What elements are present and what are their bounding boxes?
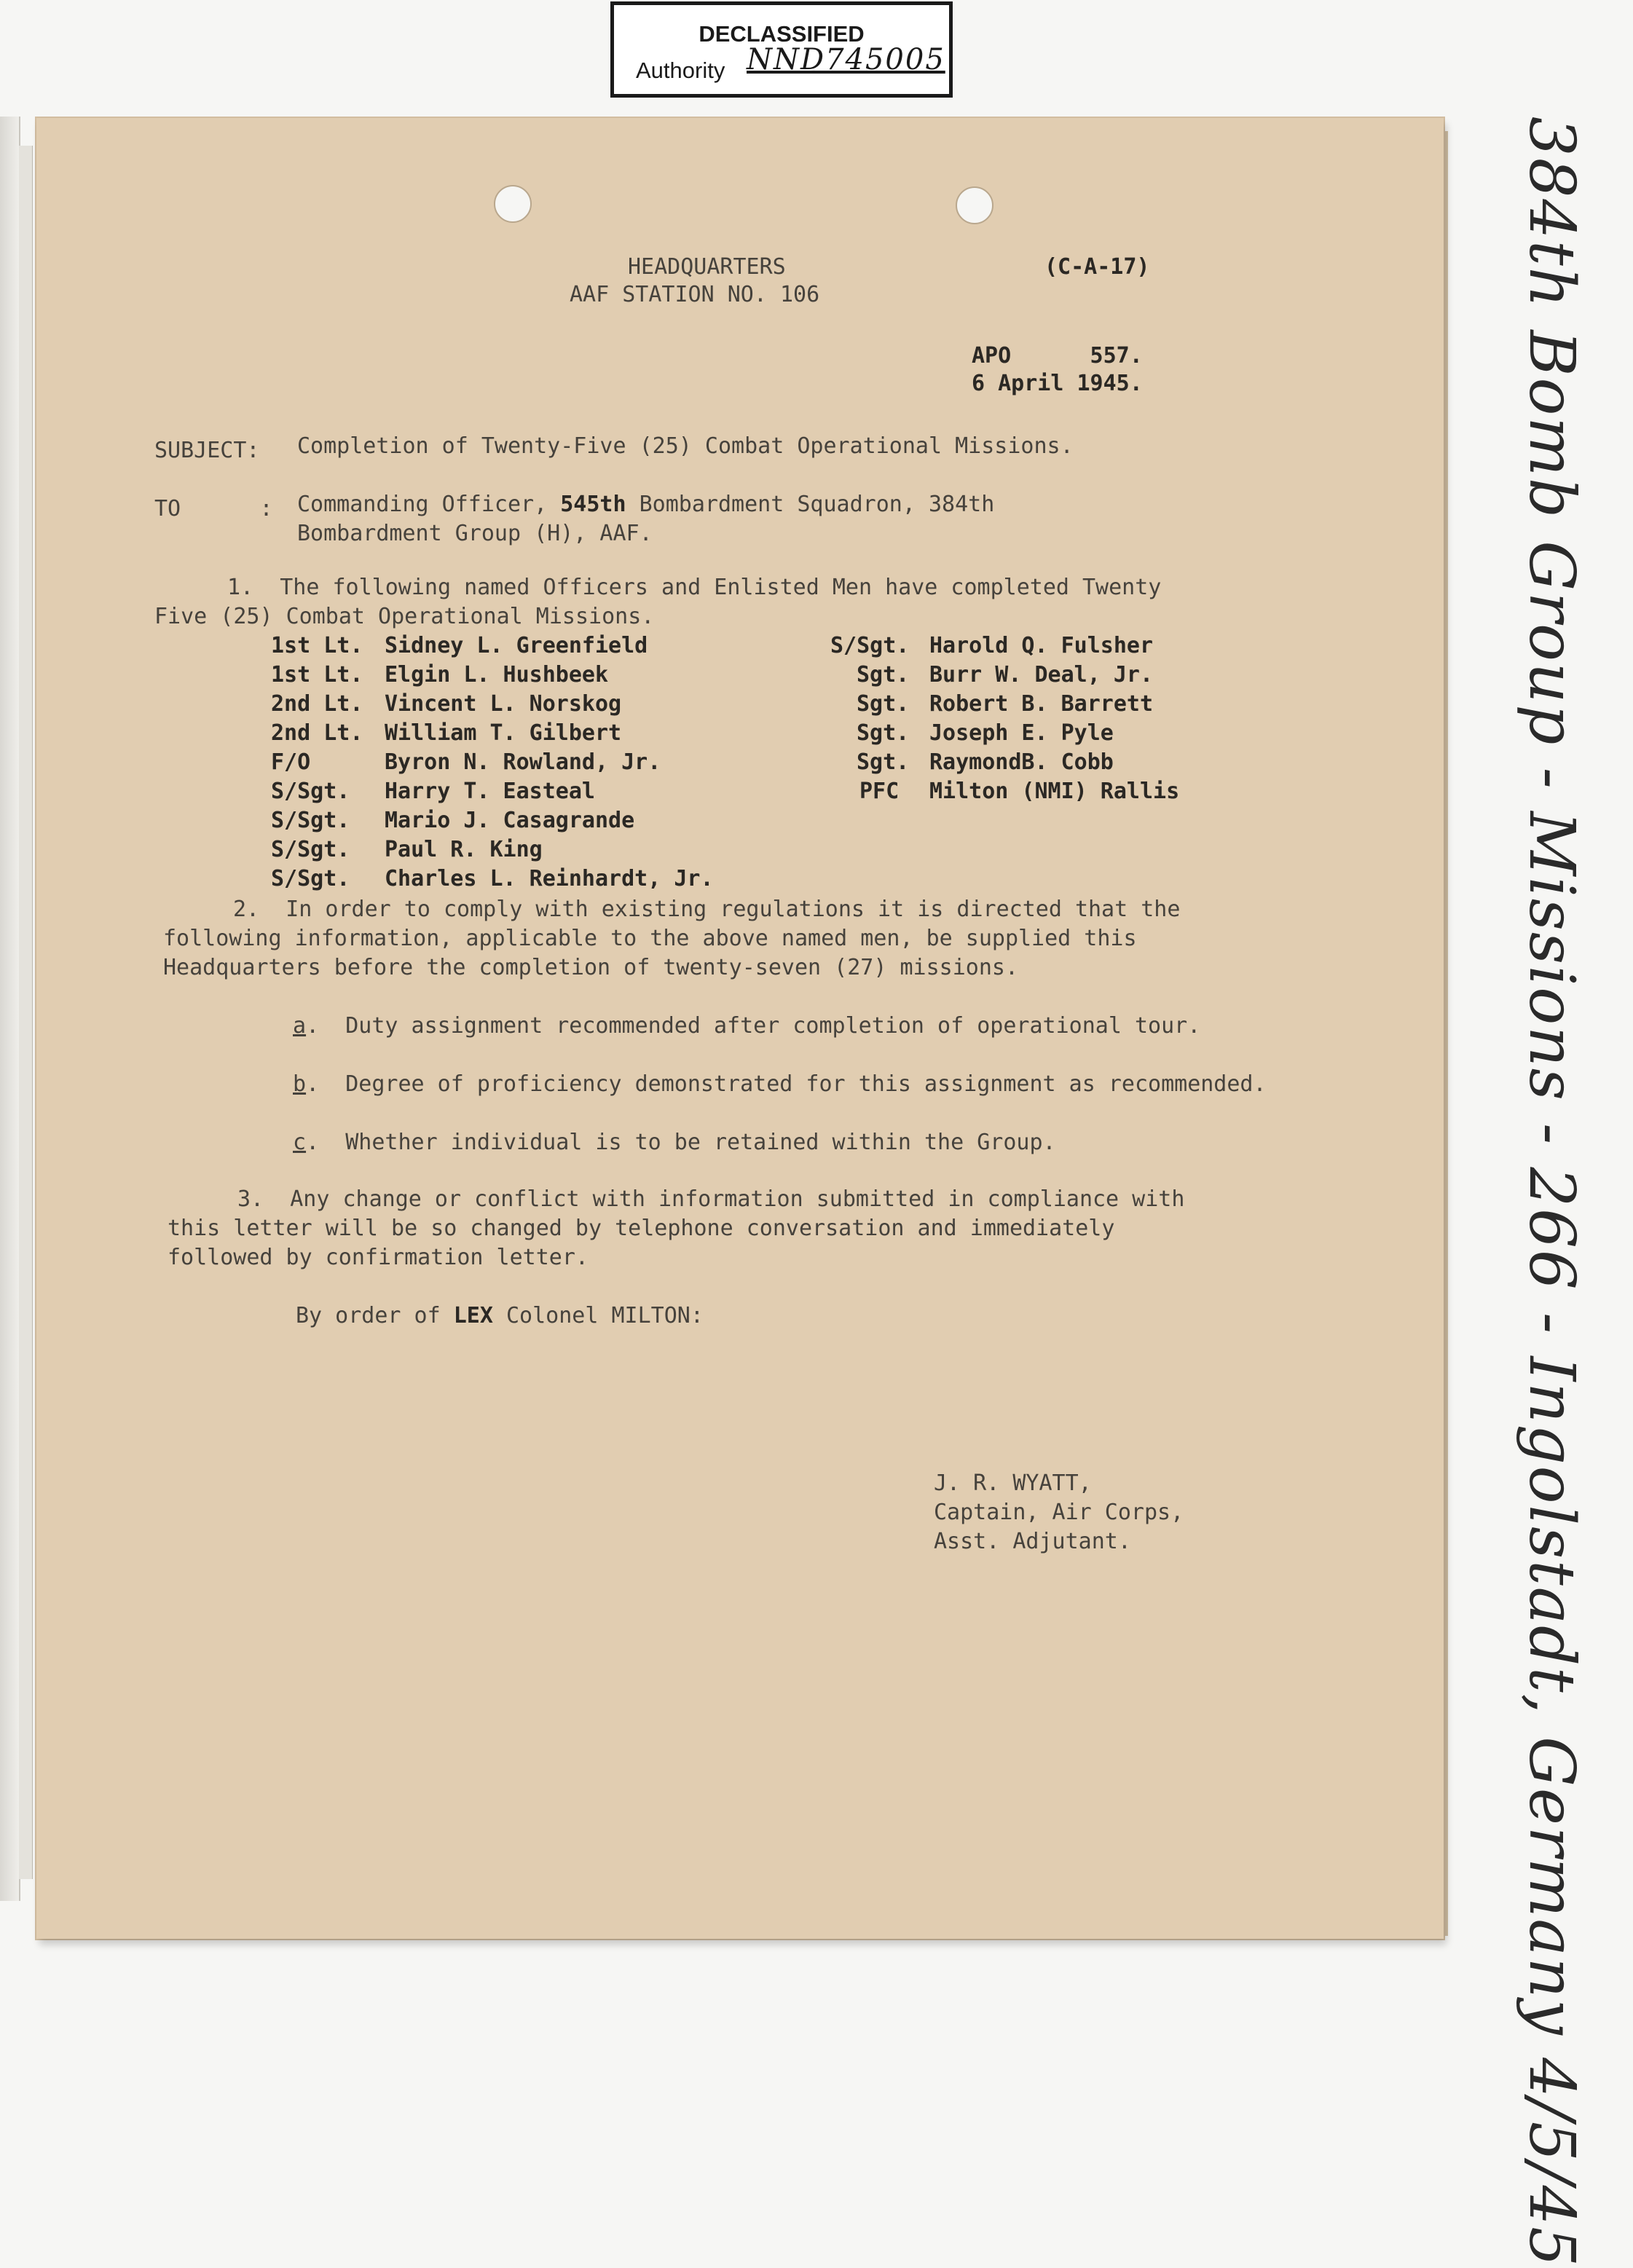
paragraph-1-line-1: 1. The following named Officers and Enlisted Men have completed Twenty (227, 575, 1162, 600)
underlying-page-edge (0, 117, 20, 1901)
heading-line-2: AAF STATION NO. 106 (570, 282, 820, 307)
underlying-page-edge (19, 146, 33, 1879)
personnel-name: Byron N. Rowland, Jr. (385, 749, 661, 775)
personnel-rank: Sgt. (857, 749, 910, 775)
paragraph-1-line-2: Five (25) Combat Operational Missions. (154, 604, 655, 629)
item-c-text: Whether individual is to be retained within the Group. (345, 1130, 1056, 1155)
handwritten-annotation: 384th Bomb Group - Missions - 266 - Ingolstadt, Germany 4/5/45 (1515, 117, 1588, 2268)
file-code: (C-A-17) (1044, 254, 1150, 280)
to-label: TO : (154, 496, 273, 521)
paragraph-3-line-1: 3. Any change or conflict with information submitted in compliance with (237, 1186, 1185, 1212)
subject-label: SUBJECT: (154, 438, 260, 463)
declassified-stamp (610, 1, 953, 98)
personnel-name: Elgin L. Hushbeek (385, 662, 609, 688)
personnel-rank: S/Sgt. (271, 808, 350, 833)
personnel-name: Charles L. Reinhardt, Jr. (385, 866, 714, 891)
item-a: a. Duty assignment recommended after completion of operational tour. (293, 1013, 1201, 1039)
personnel-name: Harold Q. Fulsher (929, 633, 1154, 658)
personnel-name: Burr W. Deal, Jr. (929, 662, 1154, 688)
item-b-text: Degree of proficiency demonstrated for this assignment as recommended. (345, 1071, 1267, 1097)
letter-page (36, 118, 1444, 1939)
paper-edge (1444, 131, 1448, 1936)
signature-title: Asst. Adjutant. (934, 1529, 1131, 1554)
item-b-letter: b (293, 1071, 307, 1097)
personnel-rank: PFC (859, 779, 900, 804)
personnel-rank: S/Sgt. (271, 837, 350, 862)
paragraph-3-line-2: this letter will be so changed by telephone conversation and immediately (168, 1216, 1115, 1241)
subject-text: Completion of Twenty-Five (25) Combat Operational Missions. (297, 433, 1074, 459)
item-c: c. Whether individual is to be retained within the Group. (293, 1130, 1056, 1155)
item-c-letter: c (293, 1130, 307, 1155)
personnel-rank: Sgt. (857, 691, 910, 717)
personnel-name: Mario J. Casagrande (385, 808, 635, 833)
stamp-authority-label: Authority (636, 58, 725, 83)
heading-line-1: HEADQUARTERS (628, 254, 786, 280)
addressee-line-1: Commanding Officer, 545th Bombardment Squadron, 384th (297, 492, 995, 517)
stamp-title: DECLASSIFIED (699, 21, 865, 47)
personnel-name: Robert B. Barrett (929, 691, 1154, 717)
item-a-text: Duty assignment recommended after completion of operational tour. (345, 1013, 1201, 1039)
personnel-rank: 1st Lt. (271, 662, 363, 688)
personnel-name: Joseph E. Pyle (929, 720, 1114, 746)
paragraph-3-line-3: followed by confirmation letter. (168, 1245, 589, 1270)
personnel-rank: S/Sgt. (271, 779, 350, 804)
personnel-name: William T. Gilbert (385, 720, 622, 746)
paragraph-2-line-2: following information, applicable to the above named men, be supplied this (163, 926, 1137, 951)
personnel-rank: S/Sgt. (271, 866, 350, 891)
personnel-rank: 1st Lt. (271, 633, 363, 658)
item-a-letter: a (293, 1013, 307, 1039)
personnel-name: Sidney L. Greenfield (385, 633, 648, 658)
personnel-name: Vincent L. Norskog (385, 691, 622, 717)
apo-number: APO 557. (972, 343, 1143, 369)
personnel-rank: 2nd Lt. (271, 720, 363, 746)
item-b: b. Degree of proficiency demonstrated for this assignment as recommended. (293, 1071, 1267, 1097)
personnel-rank: 2nd Lt. (271, 691, 363, 717)
paragraph-2-line-1: 2. In order to comply with existing regulations it is directed that the (233, 897, 1181, 922)
punch-hole (494, 185, 532, 223)
letter-date: 6 April 1945. (972, 371, 1143, 396)
punch-hole (956, 186, 993, 224)
signature-name: J. R. WYATT, (934, 1470, 1092, 1496)
personnel-name: Milton (NMI) Rallis (929, 779, 1180, 804)
paragraph-2-line-3: Headquarters before the completion of twenty-seven (27) missions. (163, 955, 1018, 980)
personnel-name: Harry T. Easteal (385, 779, 595, 804)
personnel-name: Paul R. King (385, 837, 543, 862)
personnel-rank: Sgt. (857, 720, 910, 746)
signature-rank: Captain, Air Corps, (934, 1500, 1184, 1525)
personnel-rank: Sgt. (857, 662, 910, 688)
personnel-name: RaymondB. Cobb (929, 749, 1114, 775)
stamp-authority-number: NND745005 (747, 43, 945, 76)
personnel-rank: F/O (271, 749, 311, 775)
personnel-rank: S/Sgt. (830, 633, 910, 658)
order-line: By order of LEX Colonel MILTON: (296, 1303, 704, 1328)
addressee-line-2: Bombardment Group (H), AAF. (297, 521, 653, 546)
